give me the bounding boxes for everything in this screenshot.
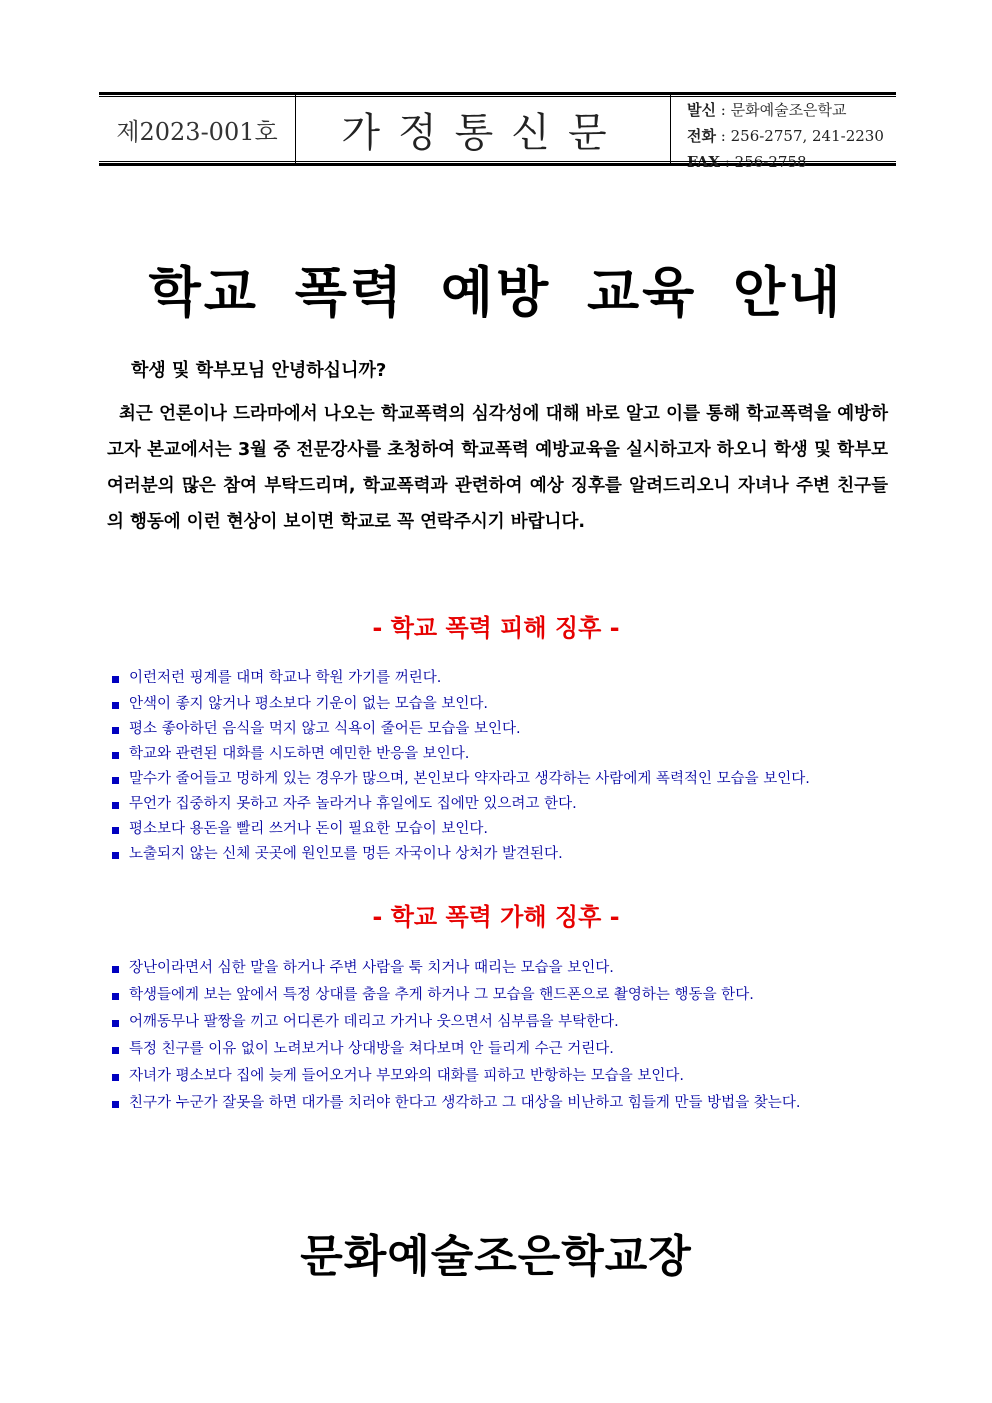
square-bullet-icon bbox=[112, 827, 119, 834]
fax-label: FAX bbox=[687, 153, 721, 171]
list-item-text: 특정 친구를 이유 없이 노려보거나 상대방을 쳐다보며 안 들리게 수근 거린다. bbox=[129, 1041, 614, 1057]
phone-label: 전화 bbox=[687, 127, 716, 145]
list-item-text: 무언가 집중하지 못하고 자주 놀라거나 휴일에도 집에만 있으려고 한다. bbox=[129, 796, 577, 812]
phone-separator: : bbox=[720, 127, 726, 145]
list-item-text: 자녀가 평소보다 집에 늦게 들어오거나 부모와의 대화를 피하고 반항하는 모습을 보인다. bbox=[129, 1068, 684, 1084]
fax-line bbox=[687, 149, 897, 175]
victim-signs-title: - 학교 폭력 피해 징후 - bbox=[372, 614, 620, 642]
fax-value: 256-2758 bbox=[734, 153, 807, 171]
offender-signs-list bbox=[112, 955, 800, 1117]
list-item-text: 안색이 좋지 않거나 평소보다 기운이 없는 모습을 보인다. bbox=[129, 696, 489, 712]
main-title: 학교 폭력 예방 교육 안내 bbox=[148, 261, 844, 324]
list-item bbox=[112, 717, 810, 742]
square-bullet-icon bbox=[112, 966, 119, 973]
list-item-text: 평소보다 용돈을 빨리 쓰거나 돈이 필요한 모습이 보인다. bbox=[129, 821, 489, 837]
list-item-text: 평소 좋아하던 음식을 먹지 않고 식욕이 줄어든 모습을 보인다. bbox=[129, 721, 521, 737]
list-item bbox=[112, 1063, 800, 1090]
list-item-text: 학교와 관련된 대화를 시도하면 예민한 반응을 보인다. bbox=[129, 746, 470, 762]
phone-value: 256-2757, 241-2230 bbox=[730, 127, 884, 145]
contact-info bbox=[687, 97, 897, 175]
list-item bbox=[112, 767, 810, 792]
list-item bbox=[112, 1036, 800, 1063]
list-item bbox=[112, 666, 810, 691]
square-bullet-icon bbox=[112, 802, 119, 809]
square-bullet-icon bbox=[112, 1101, 119, 1108]
letterhead bbox=[99, 92, 896, 171]
sender-line bbox=[687, 97, 897, 123]
square-bullet-icon bbox=[112, 993, 119, 1000]
list-item bbox=[112, 742, 810, 767]
square-bullet-icon bbox=[112, 1074, 119, 1081]
greeting: 학생 및 학부모님 안녕하십니까? bbox=[131, 360, 387, 381]
list-item bbox=[112, 817, 810, 842]
square-bullet-icon bbox=[112, 1047, 119, 1054]
phone-line bbox=[687, 123, 897, 149]
list-item-text: 이런저런 핑계를 대며 학교나 학원 가기를 꺼린다. bbox=[129, 670, 442, 686]
list-item-text: 노출되지 않는 신체 곳곳에 원인모를 멍든 자국이나 상처가 발견된다. bbox=[129, 846, 563, 862]
square-bullet-icon bbox=[112, 727, 119, 734]
list-item-text: 말수가 줄어들고 멍하게 있는 경우가 많으며, 본인보다 약자라고 생각하는 사람에게 폭력적인 모습을 보인다. bbox=[129, 771, 810, 787]
list-item bbox=[112, 792, 810, 817]
square-bullet-icon bbox=[112, 752, 119, 759]
list-item bbox=[112, 1009, 800, 1036]
intro-paragraph: 최근 언론이나 드라마에서 나오는 학교폭력의 심각성에 대해 바로 알고 이를 통해 학교폭력을 예방하고자 본교에서는 3월 중 전문강사를 초청하여 학교폭력 예방교육을 실시하고자 하오니 학생 및 학부모 여러분의 많은 참여 부탁드리며, 학교폭력과 관련하여 예상 징후를 알려드리오니 자녀나 주변 친구들의 행동에 이런 현상이 보이면 학교로 꼭 연락주시기 바랍니다. bbox=[107, 404, 888, 532]
sender-value: 문화예술조은학교 bbox=[730, 101, 847, 119]
sender-separator: : bbox=[720, 101, 726, 119]
list-item bbox=[112, 1090, 800, 1117]
document-number: 제2023-001호 bbox=[99, 95, 296, 163]
list-item-text: 장난이라면서 심한 말을 하거나 주변 사람을 툭 치거나 때리는 모습을 보인다. bbox=[129, 960, 614, 976]
square-bullet-icon bbox=[112, 1020, 119, 1027]
square-bullet-icon bbox=[112, 676, 119, 683]
square-bullet-icon bbox=[112, 777, 119, 784]
document-type-title: 가정통신문 bbox=[296, 95, 671, 163]
list-item bbox=[112, 842, 810, 867]
sender-label: 발신 bbox=[687, 101, 716, 119]
list-item bbox=[112, 692, 810, 717]
list-item-text: 어깨동무나 팔짱을 끼고 어디론가 데리고 가거나 웃으면서 심부름을 부탁한다. bbox=[129, 1014, 619, 1030]
principal-signature: 문화예술조은학교장 bbox=[300, 1231, 692, 1282]
square-bullet-icon bbox=[112, 702, 119, 709]
offender-signs-title: - 학교 폭력 가해 징후 - bbox=[372, 903, 620, 931]
victim-signs-list bbox=[112, 666, 810, 867]
list-item bbox=[112, 955, 800, 982]
list-item-text: 친구가 누군가 잘못을 하면 대가를 치러야 한다고 생각하고 그 대상을 비난하고 힘들게 만들 방법을 찾는다. bbox=[129, 1095, 801, 1111]
list-item bbox=[112, 982, 800, 1009]
fax-separator: : bbox=[724, 153, 730, 171]
square-bullet-icon bbox=[112, 852, 119, 859]
list-item-text: 학생들에게 보는 앞에서 특정 상대를 춤을 추게 하거나 그 모습을 핸드폰으로 촬영하는 행동을 한다. bbox=[129, 987, 754, 1003]
